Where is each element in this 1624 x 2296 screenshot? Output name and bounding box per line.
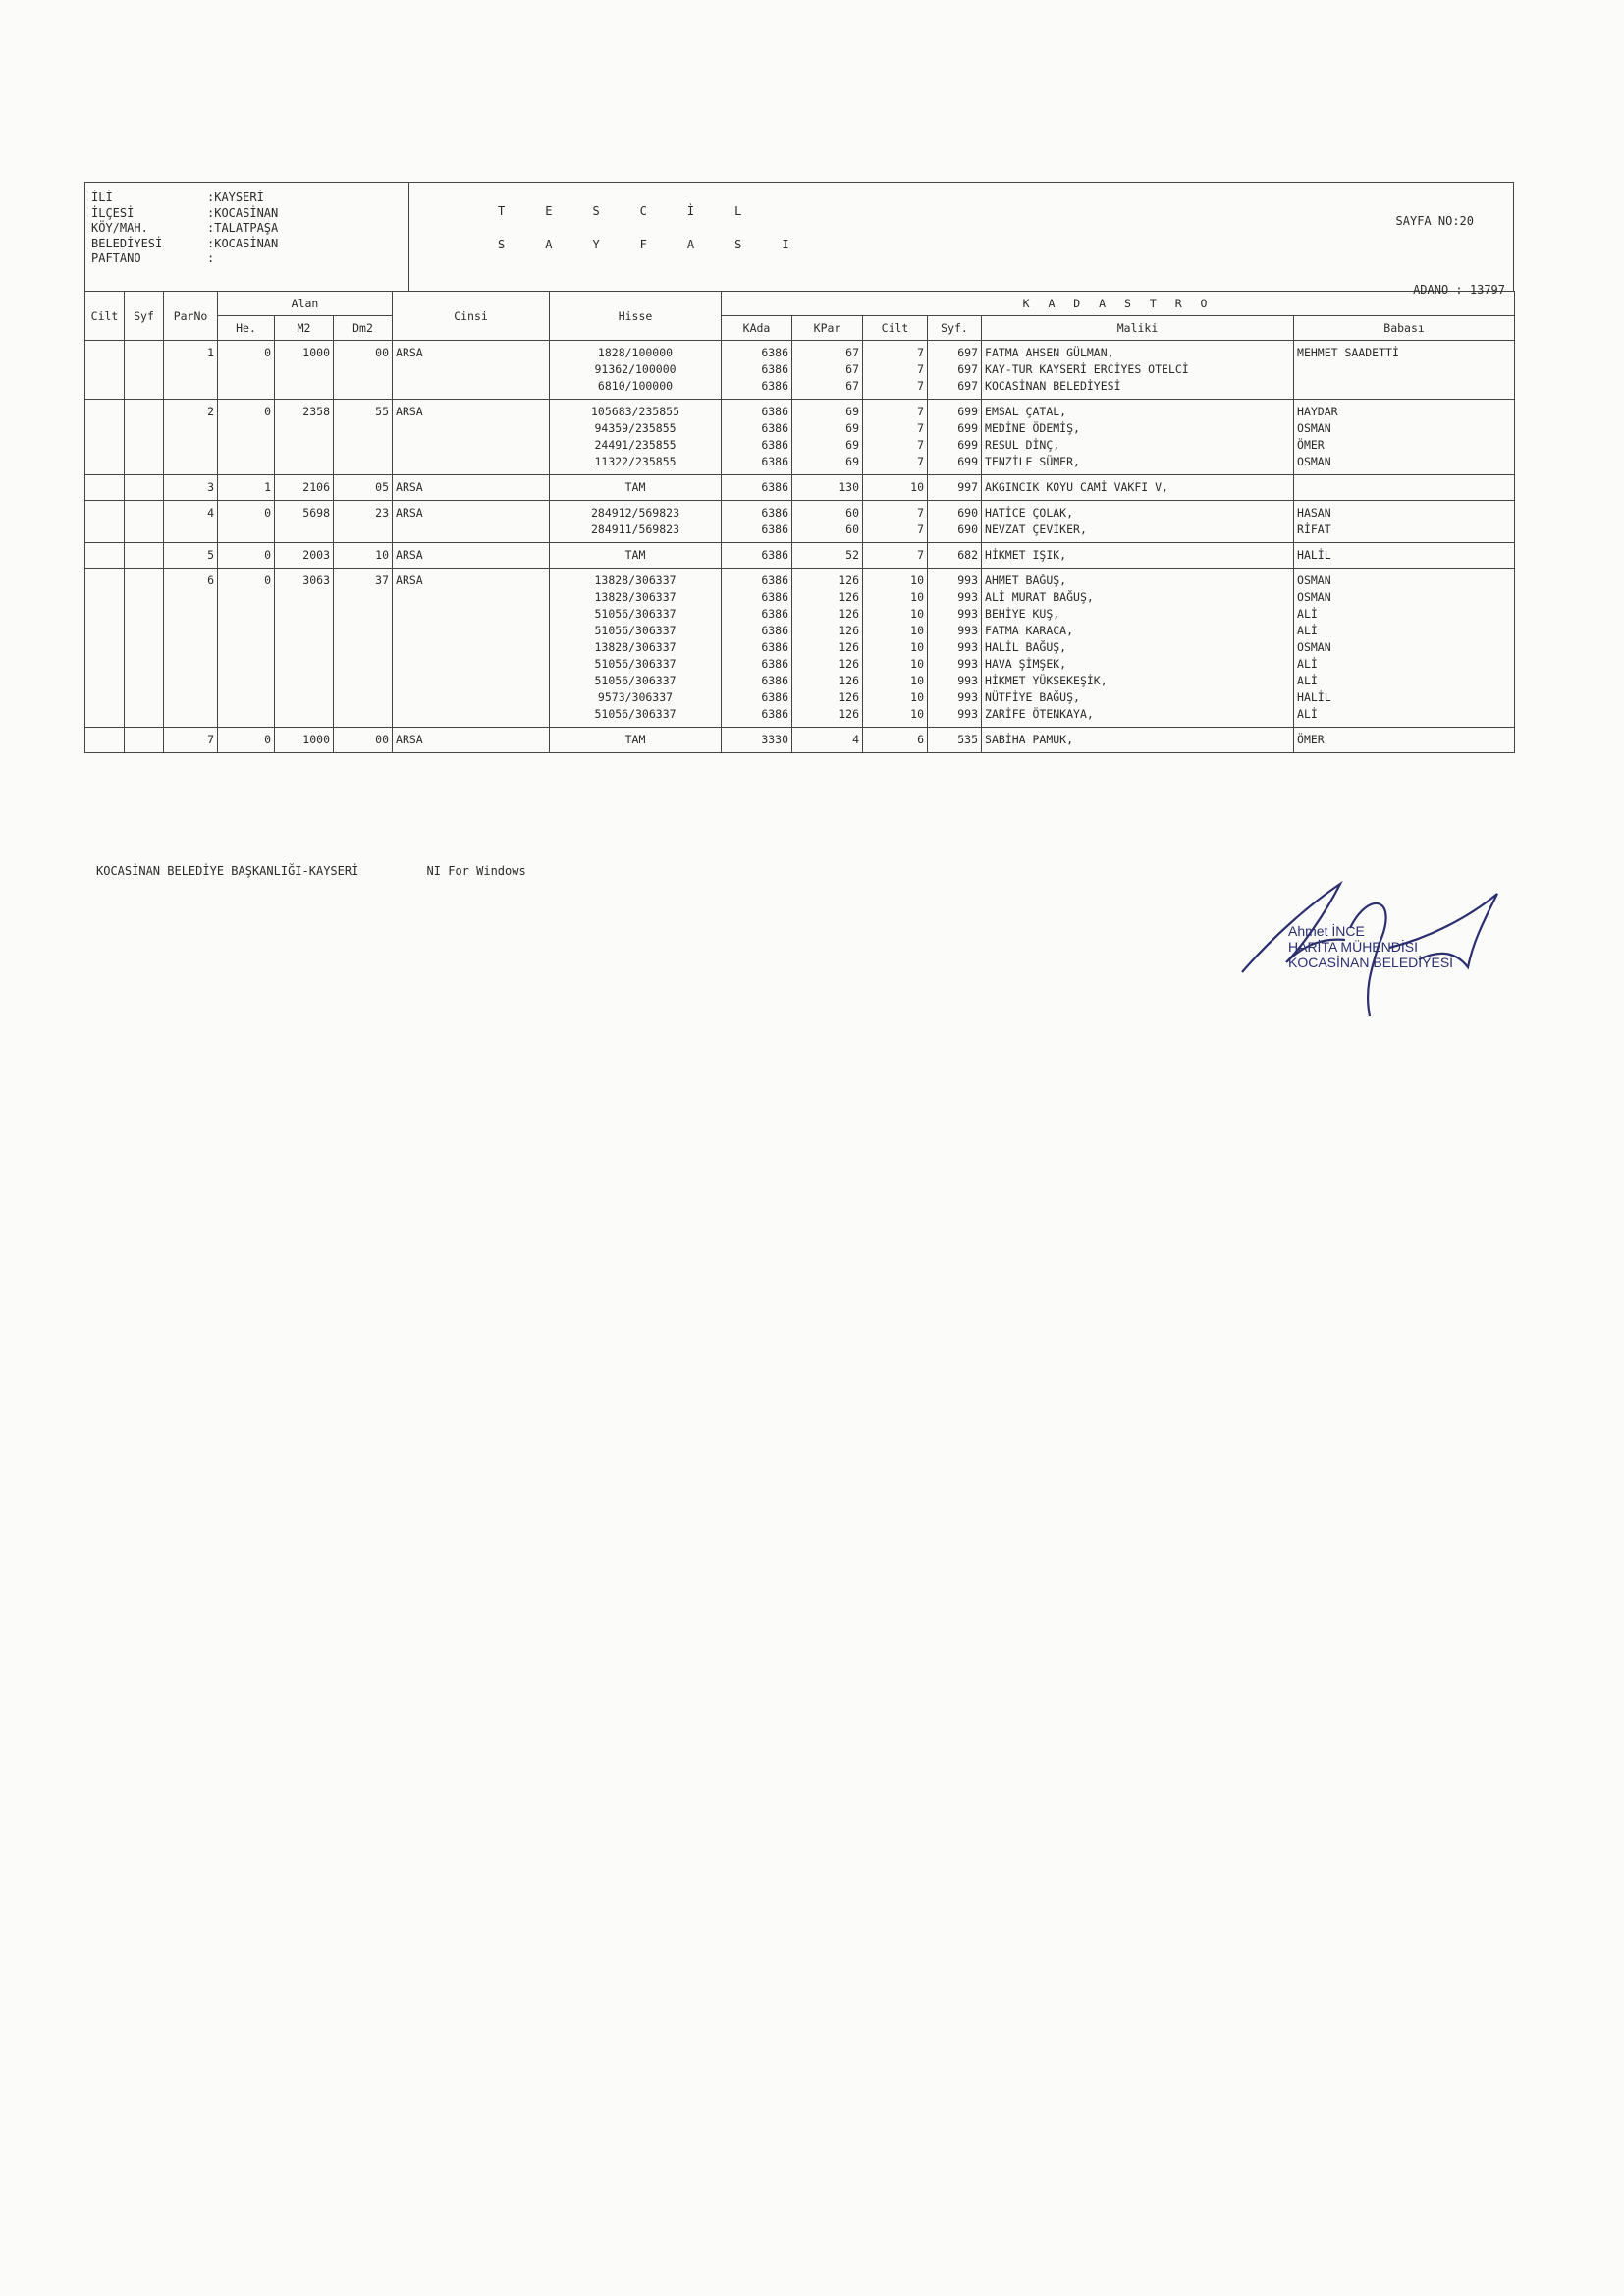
- table-row: [85, 569, 1515, 728]
- cell-cilt: [85, 341, 125, 400]
- cell-m2: 2358: [275, 400, 334, 475]
- cell-hisse: 13828/306337 13828/306337 51056/306337 51056/306337 13828/306337 51056/306337 51056/306337 9573/306337 51056/306337: [550, 569, 722, 728]
- cell-he: 0: [218, 728, 275, 753]
- cell-hisse: 1828/100000 91362/100000 6810/100000: [550, 341, 722, 400]
- col-parno: ParNo: [164, 292, 218, 341]
- location-value: :: [207, 251, 215, 265]
- cell-cilt: [85, 400, 125, 475]
- cell-maliki: SABİHA PAMUK,: [982, 728, 1294, 753]
- location-value: :KOCASİNAN: [207, 236, 279, 250]
- cell-he: 0: [218, 400, 275, 475]
- cell-syf: [125, 543, 164, 569]
- cell-kada: 3330: [722, 728, 792, 753]
- col-ksyf: Syf.: [928, 316, 982, 341]
- cell-maliki: FATMA AHSEN GÜLMAN, KAY-TUR KAYSERİ ERCİYES OTELCİ KOCASİNAN BELEDİYESİ: [982, 341, 1294, 400]
- cell-kcilt: 7 7 7: [863, 341, 928, 400]
- cell-maliki: HATİCE ÇOLAK, NEVZAT ÇEVİKER,: [982, 501, 1294, 543]
- cell-kada: 6386 6386 6386: [722, 341, 792, 400]
- cell-cinsi: ARSA: [393, 475, 550, 501]
- cell-maliki: AKGINCIK KOYU CAMİ VAKFI V,: [982, 475, 1294, 501]
- location-value: :KOCASİNAN: [207, 205, 279, 220]
- col-syf: Syf: [125, 292, 164, 341]
- cell-cinsi: ARSA: [393, 543, 550, 569]
- table-row: [85, 543, 1515, 569]
- title-sayfasi: SAYFASI: [498, 238, 830, 251]
- page-footer: [96, 864, 587, 878]
- cell-ksyf: 699 699 699 699: [928, 400, 982, 475]
- cell-kpar: 60 60: [792, 501, 863, 543]
- col-babasi: Babası: [1294, 316, 1515, 341]
- table-row: [85, 400, 1515, 475]
- title-tescil: TESCİL: [498, 204, 783, 218]
- table-row: [85, 475, 1515, 501]
- cell-cinsi: ARSA: [393, 728, 550, 753]
- cell-he: 0: [218, 569, 275, 728]
- cell-m2: 1000: [275, 728, 334, 753]
- cell-parno: 1: [164, 341, 218, 400]
- cell-hisse: 284912/569823 284911/569823: [550, 501, 722, 543]
- cell-dm2: 10: [334, 543, 393, 569]
- cell-syf: [125, 475, 164, 501]
- location-key: İLÇESİ: [91, 205, 135, 220]
- location-row: [91, 206, 408, 222]
- sheet-header: [84, 182, 1514, 297]
- page-number: SAYFA NO:20: [1395, 214, 1474, 228]
- col-kadastro: K A D A S T R O: [722, 292, 1515, 316]
- col-kada: KAda: [722, 316, 792, 341]
- cell-ksyf: 993 993 993 993 993 993 993 993 993: [928, 569, 982, 728]
- cell-parno: 7: [164, 728, 218, 753]
- parcel-table: [84, 291, 1515, 753]
- cell-syf: [125, 728, 164, 753]
- cell-kcilt: 6: [863, 728, 928, 753]
- table-row: [85, 728, 1515, 753]
- cell-kpar: 130: [792, 475, 863, 501]
- cell-cilt: [85, 501, 125, 543]
- footer-org: KOCASİNAN BELEDİYE BAŞKANLIĞI-KAYSERİ: [96, 864, 359, 878]
- col-cinsi: Cinsi: [393, 292, 550, 341]
- cell-kpar: 69 69 69 69: [792, 400, 863, 475]
- location-key: BELEDİYESİ: [91, 236, 163, 250]
- cell-syf: [125, 400, 164, 475]
- cell-he: 0: [218, 543, 275, 569]
- cell-babasi: HALİL: [1294, 543, 1515, 569]
- cell-m2: 3063: [275, 569, 334, 728]
- cell-maliki: HİKMET IŞIK,: [982, 543, 1294, 569]
- cell-he: 1: [218, 475, 275, 501]
- cell-kcilt: 7: [863, 543, 928, 569]
- ada-number: ADANO : 13797: [1413, 283, 1505, 297]
- col-maliki: Maliki: [982, 316, 1294, 341]
- cell-kada: 6386 6386 6386 6386 6386 6386 6386 6386 6386: [722, 569, 792, 728]
- cell-dm2: 00: [334, 341, 393, 400]
- cell-ksyf: 682: [928, 543, 982, 569]
- cell-parno: 6: [164, 569, 218, 728]
- engineer-stamp: [1288, 923, 1453, 970]
- cell-dm2: 00: [334, 728, 393, 753]
- location-value: :KAYSERİ: [207, 191, 264, 204]
- cell-kpar: 4: [792, 728, 863, 753]
- location-row: [91, 221, 408, 237]
- col-kpar: KPar: [792, 316, 863, 341]
- cell-parno: 5: [164, 543, 218, 569]
- cell-kpar: 126 126 126 126 126 126 126 126 126: [792, 569, 863, 728]
- location-block: [85, 183, 409, 291]
- table-row: [85, 341, 1515, 400]
- cell-he: 0: [218, 341, 275, 400]
- stamp-line-org: KOCASİNAN BELEDİYESİ: [1288, 955, 1454, 970]
- cell-cilt: [85, 475, 125, 501]
- cell-babasi: MEHMET SAADETTİ: [1294, 341, 1515, 400]
- cell-cinsi: ARSA: [393, 341, 550, 400]
- cell-kcilt: 10: [863, 475, 928, 501]
- col-alan: Alan: [218, 292, 393, 316]
- location-value: :TALATPAŞA: [207, 221, 279, 235]
- cell-ksyf: 697 697 697: [928, 341, 982, 400]
- col-he: He.: [218, 316, 275, 341]
- cell-hisse: TAM: [550, 728, 722, 753]
- cell-kcilt: 7 7 7 7: [863, 400, 928, 475]
- cell-kpar: 52: [792, 543, 863, 569]
- cell-kpar: 67 67 67: [792, 341, 863, 400]
- location-key: PAFTANO: [91, 251, 141, 265]
- cell-maliki: AHMET BAĞUŞ, ALİ MURAT BAĞUŞ, BEHİYE KUŞ, FATMA KARACA, HALİL BAĞUŞ, HAVA ŞİMŞEK, HİKMET YÜKSEKEŞİK, NÜTFİYE BAĞUŞ, ZARİFE ÖTENKAYA,: [982, 569, 1294, 728]
- cell-ksyf: 690 690: [928, 501, 982, 543]
- cell-cilt: [85, 543, 125, 569]
- cell-m2: 2106: [275, 475, 334, 501]
- stamp-line-name: Ahmet İNCE: [1288, 923, 1365, 939]
- location-key: KÖY/MAH.: [91, 221, 148, 235]
- table-row: [85, 501, 1515, 543]
- cell-cilt: [85, 728, 125, 753]
- cell-kada: 6386 6386 6386 6386: [722, 400, 792, 475]
- col-hisse: Hisse: [550, 292, 722, 341]
- cell-kada: 6386: [722, 475, 792, 501]
- cell-kada: 6386: [722, 543, 792, 569]
- cell-babasi: OSMAN OSMAN ALİ ALİ OSMAN ALİ ALİ HALİL ALİ: [1294, 569, 1515, 728]
- cell-dm2: 23: [334, 501, 393, 543]
- cell-syf: [125, 341, 164, 400]
- tescil-sheet: [84, 182, 1514, 753]
- cell-kcilt: 7 7: [863, 501, 928, 543]
- cell-babasi: HASAN RİFAT: [1294, 501, 1515, 543]
- cell-hisse: TAM: [550, 475, 722, 501]
- cell-parno: 4: [164, 501, 218, 543]
- cell-dm2: 55: [334, 400, 393, 475]
- cell-m2: 5698: [275, 501, 334, 543]
- cell-babasi: [1294, 475, 1515, 501]
- cell-m2: 1000: [275, 341, 334, 400]
- cell-dm2: 05: [334, 475, 393, 501]
- cell-parno: 2: [164, 400, 218, 475]
- col-cilt: Cilt: [85, 292, 125, 341]
- cell-hisse: TAM: [550, 543, 722, 569]
- col-m2: M2: [275, 316, 334, 341]
- stamp-line-title: HARİTA MÜHENDİSİ: [1288, 939, 1418, 955]
- cell-ksyf: 535: [928, 728, 982, 753]
- cell-babasi: ÖMER: [1294, 728, 1515, 753]
- col-dm2: Dm2: [334, 316, 393, 341]
- cell-ksyf: 997: [928, 475, 982, 501]
- cell-hisse: 105683/235855 94359/235855 24491/235855 11322/235855: [550, 400, 722, 475]
- cell-cinsi: ARSA: [393, 569, 550, 728]
- cell-syf: [125, 569, 164, 728]
- cell-kcilt: 10 10 10 10 10 10 10 10 10: [863, 569, 928, 728]
- footer-software: NI For Windows: [426, 864, 526, 878]
- cell-m2: 2003: [275, 543, 334, 569]
- cell-syf: [125, 501, 164, 543]
- location-row: [91, 251, 408, 267]
- cell-maliki: EMSAL ÇATAL, MEDİNE ÖDEMİŞ, RESUL DİNÇ, TENZİLE SÜMER,: [982, 400, 1294, 475]
- location-key: İLİ: [91, 191, 113, 204]
- location-row: [91, 237, 408, 252]
- cell-cinsi: ARSA: [393, 400, 550, 475]
- cell-dm2: 37: [334, 569, 393, 728]
- cell-cinsi: ARSA: [393, 501, 550, 543]
- cell-kada: 6386 6386: [722, 501, 792, 543]
- col-kcilt: Cilt: [863, 316, 928, 341]
- location-row: [91, 191, 408, 206]
- cell-babasi: HAYDAR OSMAN ÖMER OSMAN: [1294, 400, 1515, 475]
- cell-parno: 3: [164, 475, 218, 501]
- cell-cilt: [85, 569, 125, 728]
- cell-he: 0: [218, 501, 275, 543]
